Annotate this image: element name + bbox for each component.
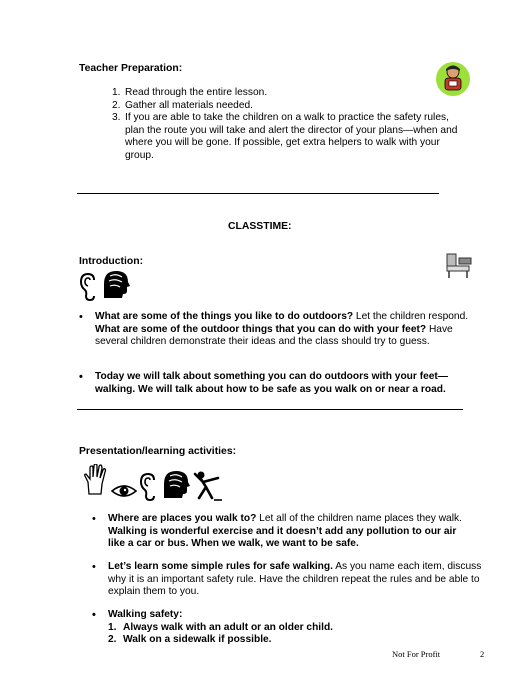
footer-note: Not For Profit <box>392 649 441 659</box>
list-item: 2. Walk on a sidewalk if possible. <box>108 634 272 646</box>
bullet-dot: • <box>79 311 83 323</box>
head-profile-icon <box>100 268 132 302</box>
presentation-bullet-2: • Let’s learn some simple rules for safe walking. As you name each item, discuss why it is an important safety rule. Have the children repeat the rules and be able to explain them to you. <box>92 561 482 598</box>
introduction-heading: Introduction: <box>79 256 144 267</box>
bullet-dot: • <box>92 609 96 621</box>
page-number: 2 <box>480 649 485 659</box>
stretching-figure-icon <box>192 470 226 502</box>
list-item: 2. Gather all materials needed. <box>112 99 253 111</box>
walking-safety-block <box>92 609 468 647</box>
ear-icon <box>138 472 160 502</box>
section-divider <box>77 409 463 410</box>
desk-chair-icon <box>444 250 474 280</box>
head-profile-icon <box>160 468 192 502</box>
presentation-bullet-1: • Where are places you walk to? Let all of the children name places they walk. Walking is wonderful exercise and it doesn’t add any pollution to our air like a car or bus. When we walk, we want to be safe. <box>92 513 462 550</box>
intro-bullet-1: • What are some of the things you like to do outdoors? Let the children respond. What are some of the outdoor things that you can do with your feet? Have several children demonstrate their ideas and the class should try to guess. <box>79 311 469 348</box>
teacher-prep-list <box>112 87 472 163</box>
walking-safety-heading: Walking safety: <box>108 609 183 620</box>
presentation-heading: Presentation/learning activities: <box>79 446 237 457</box>
list-item: 1. Always walk with an adult or an older child. <box>108 621 334 633</box>
bullet-dot: • <box>92 561 96 573</box>
teacher-prep-heading: Teacher Preparation: <box>79 63 183 74</box>
ear-icon <box>78 272 100 302</box>
list-item: 3. If you are able to take the children on a walk to practice the safety rules, plan the route you will take and alert the director of your plans—when and where you will be gone. If possible, get extra helpers to walk with your group. <box>112 112 458 161</box>
list-item: 1. Read through the entire lesson. <box>112 87 268 98</box>
classtime-heading: CLASSTIME: <box>228 221 292 232</box>
bullet-dot: • <box>79 371 83 383</box>
eye-icon <box>110 482 138 500</box>
bullet-dot: • <box>92 513 96 525</box>
hand-icon <box>83 464 109 496</box>
intro-bullet-2: • Today we will talk about something you can do outdoors with your feet—walking. We will talk about how to be safe as you walk on or near a road. <box>79 371 448 395</box>
section-divider <box>77 193 439 194</box>
